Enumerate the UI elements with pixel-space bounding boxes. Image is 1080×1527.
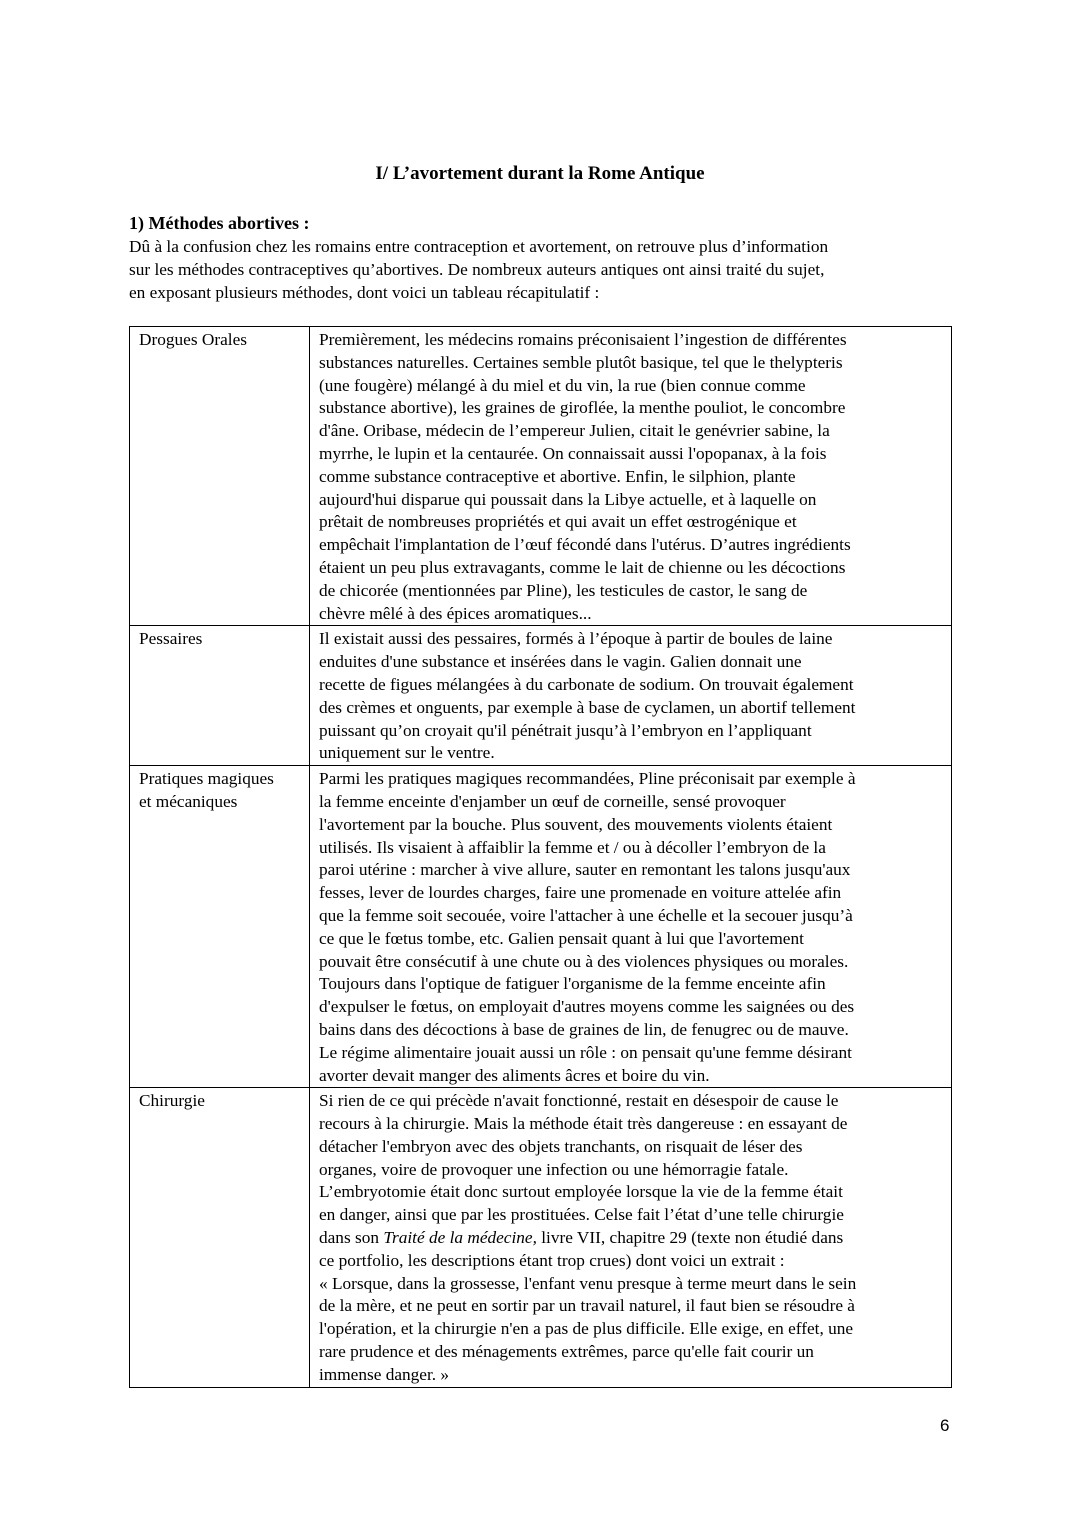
description-line: des crèmes et onguents, par exemple à base de cyclamen, un abortif tellement [319,697,856,717]
description-line: Premièrement, les médecins romains préconisaient l’ingestion de différentes [319,330,847,349]
description-line-with-title [319,1227,951,1250]
method-label-cell [130,626,310,766]
methods-table [129,326,952,1388]
description-line: substance abortive), les graines de giroflée, la menthe pouliot, le concombre [319,398,846,418]
method-description-cell [310,626,952,766]
method-description-cell [310,327,952,626]
description-line: détacher l'embryon avec des objets tranchants, on risquait de léser des [319,1136,803,1156]
description-line: Le régime alimentaire jouait aussi un rôle : on pensait qu'une femme désirant [319,1042,852,1062]
description-line: uniquement sur le ventre. [319,743,495,763]
method-label-cell [130,327,310,626]
description-line: empêchait l'implantation de l’œuf fécondé dans l'utérus. D’autres ingrédients [319,535,851,555]
page-title: I/ L’avortement durant la Rome Antique [375,163,705,184]
description-line: que la femme soit secouée, voire l'attacher à une échelle et la secouer jusqu’à [319,905,853,925]
row-chirurgie [130,1088,952,1387]
section-heading: 1) Méthodes abortives : [129,213,310,233]
intro-paragraph [129,236,959,304]
description-line: immense danger. » [319,1364,450,1384]
description-line: fesses, lever de lourdes charges, faire une promenade en voiture attelée afin [319,883,842,903]
method-label: Drogues Orales [139,330,247,349]
description-line: L’embryotomie était donc surtout employée lorsque la vie de la femme était [319,1182,843,1202]
description-line: pouvait être consécutif à une chute ou à des violences physiques ou morales. [319,951,849,971]
row-drogues-orales [130,327,952,626]
description-line: ce portfolio, les descriptions étant trop crues) dont voici un extrait : [319,1250,785,1270]
description-line: prêtait de nombreuses propriétés et qui avait un effet œstrogénique et [319,512,797,532]
description-line: de la mère, et ne peut en sortir par un travail naturel, il faut bien se résoudre à [319,1296,855,1316]
description-line: Il existait aussi des pessaires, formés à l’époque à partir de boules de laine [319,629,833,649]
method-label: Pratiques magiques [139,769,274,789]
description-line: en danger, ainsi que par les prostituées. Celse fait l’état d’une telle chirurgie [319,1205,844,1225]
description-line: rare prudence et des ménagements extrêmes, parce qu'elle fait courir un [319,1342,814,1362]
description-line: organes, voire de provoquer une infection ou une hémorragie fatale. [319,1159,789,1179]
description-line: bains dans des décoctions à base de graines de lin, de fenugrec ou de mauve. [319,1019,849,1039]
row-pratiques-magiques [130,766,952,1088]
description-line: l'avortement par la bouche. Plus souvent, des mouvements violents étaient [319,814,833,834]
description-line: (une fougère) mélangé à du miel et du vin, la rue (bien connue comme [319,375,806,395]
description-line: l'opération, et la chirurgie n'en a pas de plus difficile. Elle exige, en effet, une [319,1319,854,1339]
intro-line: Dû à la confusion chez les romains entre contraception et avortement, on retrouve plus d’information [129,237,829,256]
intro-line: en exposant plusieurs méthodes, dont voici un tableau récapitulatif : [129,282,600,302]
method-description-cell [310,766,952,1088]
description-line: paroi utérine : marcher à vive allure, sauter en remontant les talons jusqu'aux [319,860,851,880]
row-pessaires [130,626,952,766]
description-line: étaient un peu plus extravagants, comme le lait de chienne ou les décoctions [319,557,846,577]
line-suffix: livre VII, chapitre 29 (texte non étudié dans [536,1228,844,1248]
method-label: et mécaniques [139,791,238,811]
description-line: substances naturelles. Certaines semble plutôt basique, tel que le thelypteris [319,352,843,372]
description-line: enduites d'une substance et insérées dans le vagin. Galien donnait une [319,652,802,672]
description-line: Toujours dans l'optique de fatiguer l'organisme de la femme enceinte afin [319,974,826,994]
description-line: comme substance contraceptive et abortive. Enfin, le silphion, plante [319,466,796,486]
description-line: recours à la chirurgie. Mais la méthode était très dangereuse : en essayant de [319,1114,848,1134]
method-description-cell [310,1088,952,1387]
line-prefix: dans son [319,1228,384,1248]
page-number: 6 [940,1416,950,1435]
description-line: chèvre mêlé à des épices aromatiques... [319,603,592,623]
description-line: myrrhe, le lupin et la centaurée. On connaissait aussi l'opopanax, à la fois [319,443,827,463]
method-label-cell [130,1088,310,1387]
description-line: la femme enceinte d'enjamber un œuf de corneille, sensé provoquer [319,791,786,811]
description-line: de chicorée (mentionnées par Pline), les testicules de castor, le sang de [319,580,808,600]
description-line: Si rien de ce qui précède n'avait fonctionné, restait en désespoir de cause le [319,1091,839,1111]
description-line: recette de figues mélangées à du carbonate de sodium. On trouvait également [319,674,854,694]
description-line: « Lorsque, dans la grossesse, l'enfant venu presque à terme meurt dans le sein [319,1273,857,1293]
description-line: d'âne. Oribase, médecin de l’empereur Julien, citait le genévrier sabine, la [319,421,830,441]
method-label-cell [130,766,310,1088]
description-line: aujourd'hui disparue qui poussait dans la Libye actuelle, et à laquelle on [319,489,817,509]
method-label: Pessaires [139,629,203,649]
description-line: puissant qu’on croyait qu'il pénétrait jusqu’à l’embryon en l’appliquant [319,720,812,740]
description-line: d'expulser le fœtus, on employait d'autres moyens comme les saignées ou des [319,997,855,1017]
intro-line: sur les méthodes contraceptives qu’abortives. De nombreux auteurs antiques ont ainsi traité du sujet, [129,259,825,279]
method-label: Chirurgie [139,1091,205,1111]
description-line: ce que le fœtus tombe, etc. Galien pensait quant à lui que l'avortement [319,928,804,948]
description-line: avorter devait manger des aliments âcres et boire du vin. [319,1065,710,1085]
book-title: Traité de la médecine, [383,1228,537,1248]
description-line: Parmi les pratiques magiques recommandées, Pline préconisait par exemple à [319,769,856,789]
description-line: utilisés. Ils visaient à affaiblir la femme et / ou à décoller l’embryon de la [319,837,826,857]
